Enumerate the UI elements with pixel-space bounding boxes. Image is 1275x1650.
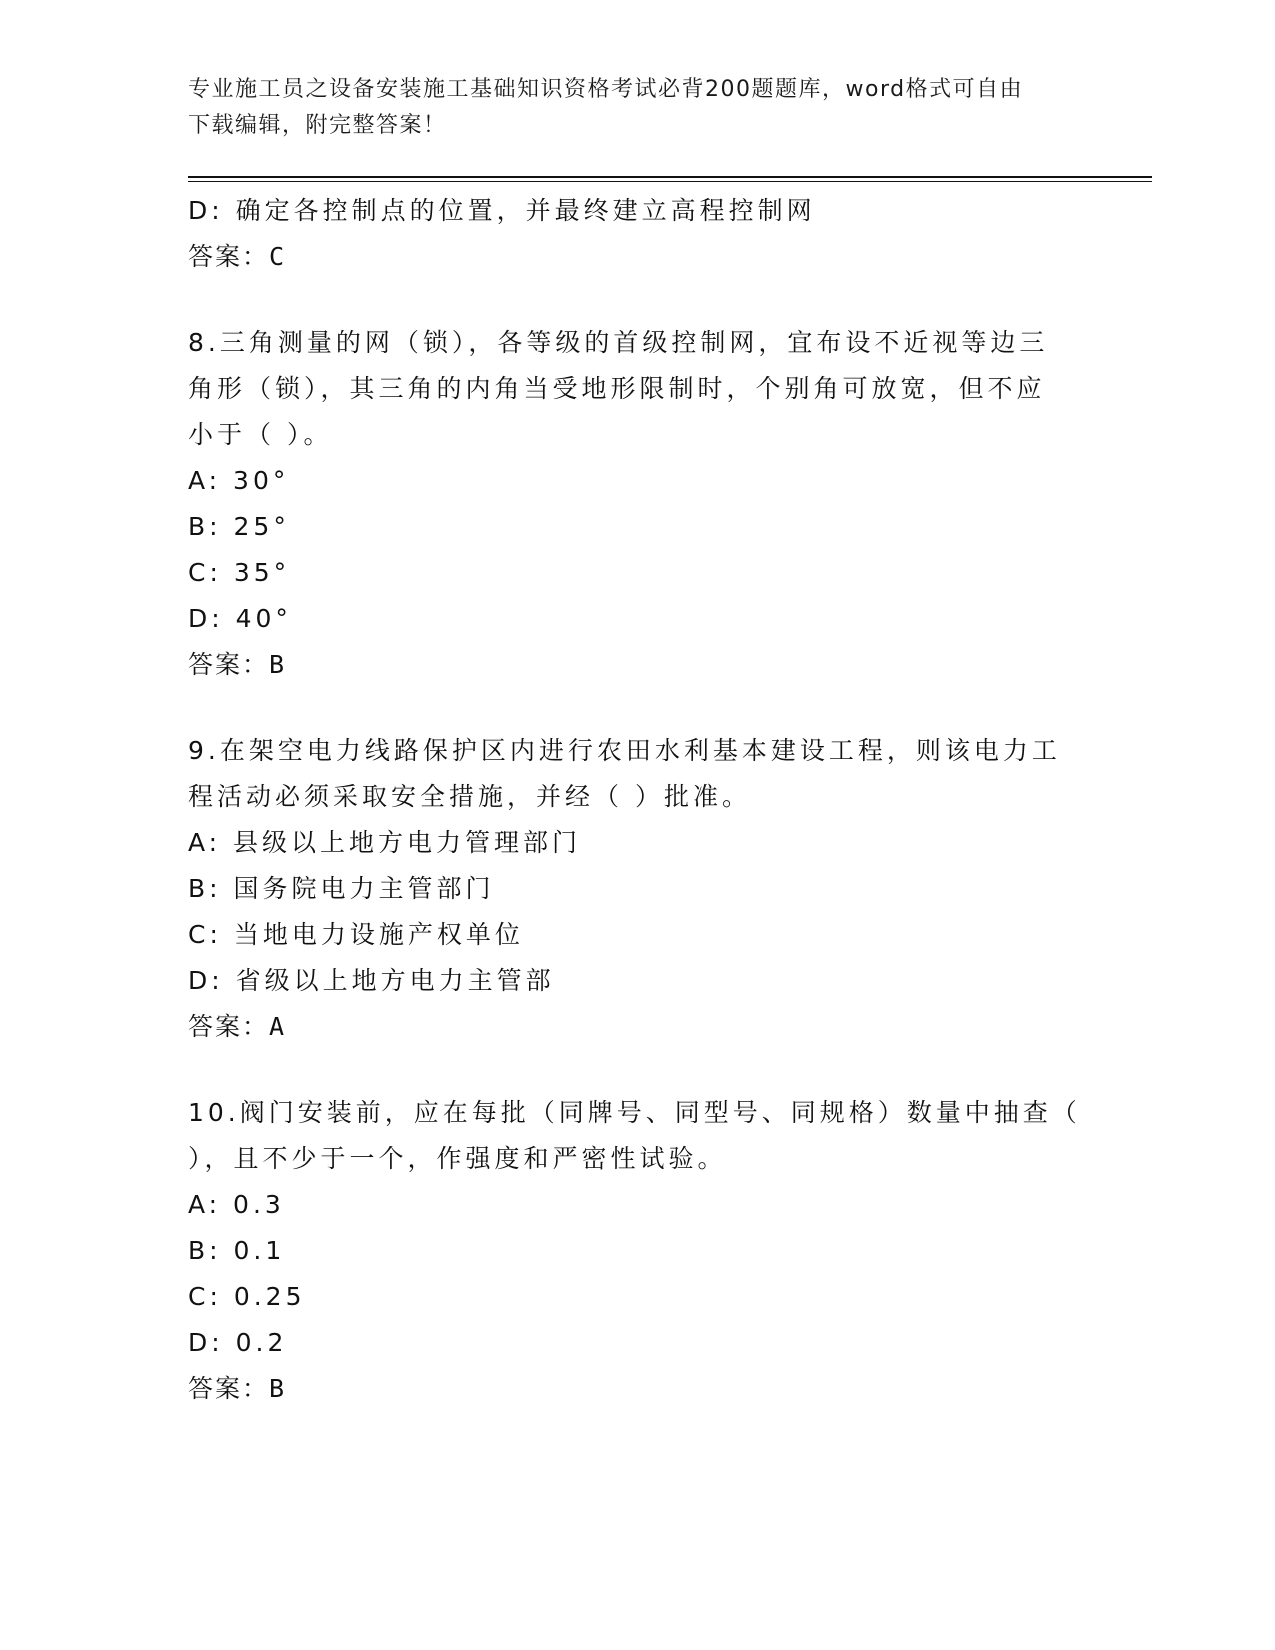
option-d: D: 省级以上地方电力主管部	[188, 966, 555, 995]
answer: 答案：C	[188, 242, 287, 271]
question-9	[188, 728, 1088, 1050]
option-a: A: 30°	[188, 466, 290, 495]
question-list	[188, 188, 1088, 1412]
option-d: D: 0.2	[188, 1328, 288, 1357]
question-8	[188, 320, 1088, 688]
question-text-line: 8.三角测量的网（锁），各等级的首级控制网，宜布设不近视等边三	[188, 328, 1049, 357]
question-text-line: 小于（ ）。	[188, 420, 333, 449]
option-a: A: 县级以上地方电力管理部门	[188, 828, 582, 857]
option-c: C: 35°	[188, 558, 291, 587]
option-d: D: 确定各控制点的位置，并最终建立高程控制网	[188, 196, 816, 225]
header-rule-thick	[188, 176, 1152, 178]
answer: 答案：A	[188, 1012, 287, 1041]
header-line-1: 专业施工员之设备安装施工基础知识资格考试必背200题题库，word格式可自由	[188, 77, 1024, 102]
header-line-2: 下载编辑，附完整答案！	[188, 113, 447, 138]
answer: 答案：B	[188, 650, 287, 679]
question-text-line: 10.阀门安装前，应在每批（同牌号、同型号、同规格）数量中抽查（	[188, 1098, 1081, 1127]
document-header	[188, 72, 1088, 144]
question-text-line: 9.在架空电力线路保护区内进行农田水利基本建设工程，则该电力工	[188, 736, 1061, 765]
header-rule-thin	[188, 181, 1152, 182]
option-b: B: 25°	[188, 512, 290, 541]
answer: 答案：B	[188, 1374, 287, 1403]
option-c: C: 0.25	[188, 1282, 306, 1311]
question-text-line: 角形（锁），其三角的内角当受地形限制时，个别角可放宽，但不应	[188, 374, 1046, 403]
question-10	[188, 1090, 1088, 1412]
option-b: B: 国务院电力主管部门	[188, 874, 495, 903]
option-c: C: 当地电力设施产权单位	[188, 920, 524, 949]
question-text-line: 程活动必须采取安全措施，并经（ ）批准。	[188, 782, 751, 811]
option-b: B: 0.1	[188, 1236, 286, 1265]
option-d: D: 40°	[188, 604, 292, 633]
option-a: A: 0.3	[188, 1190, 285, 1219]
previous-question-tail	[188, 188, 1088, 280]
question-text-line: ），且不少于一个，作强度和严密性试验。	[188, 1144, 727, 1173]
